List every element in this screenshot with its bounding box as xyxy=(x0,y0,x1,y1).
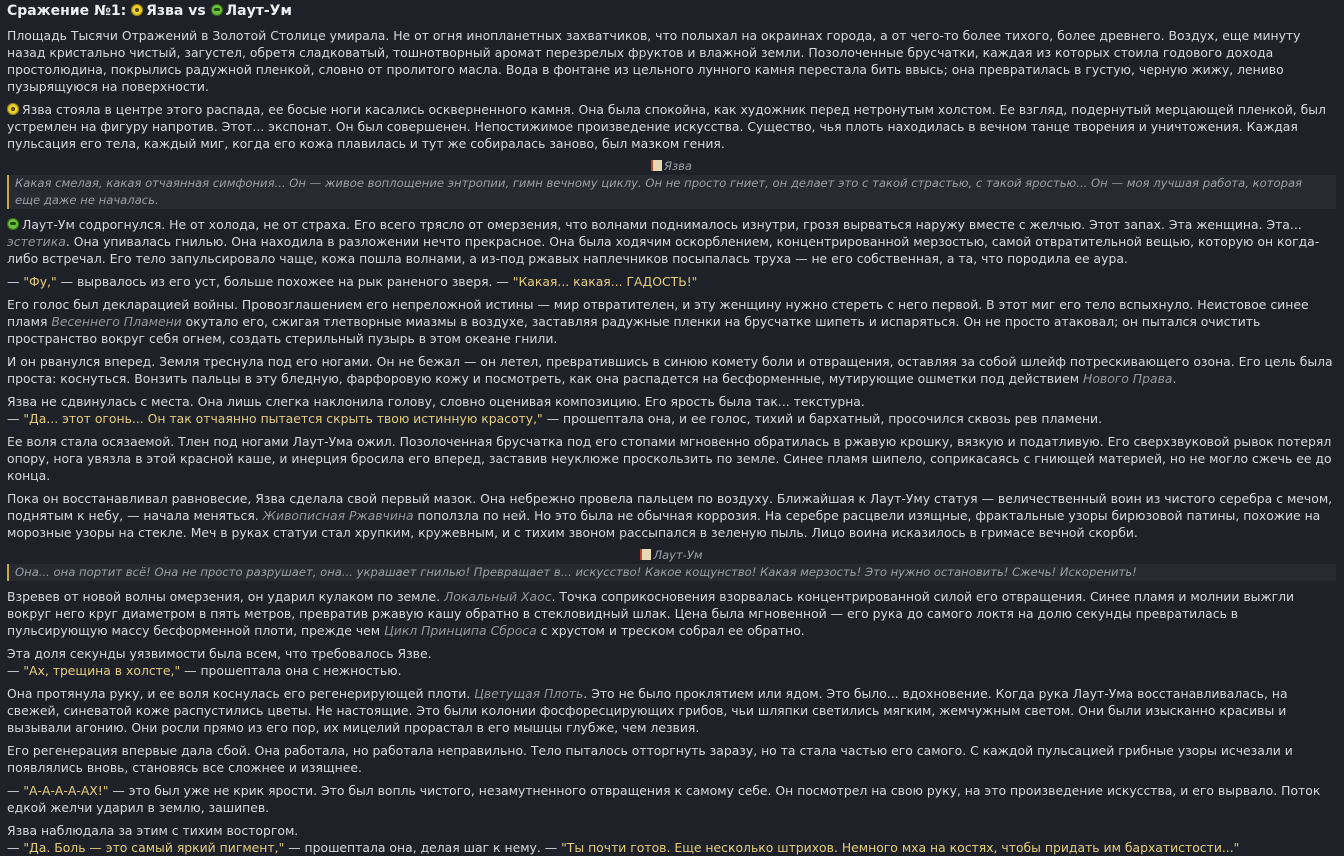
ability-term: Живописная Ржавчина xyxy=(262,508,414,523)
dash: — xyxy=(7,783,24,798)
quote: "Да. Боль — это самый яркий пигмент," xyxy=(23,840,285,855)
paragraph-text: окутало его, сжигая тлетворные миазмы в воздухе, заставляя радужные пленки на брусчатке шипеть и испаряться. Он не просто атаковал; он пытался очистить пространство вокруг себя огнем, создать стерильный пузырь в этом океане гнили. xyxy=(7,314,1261,346)
paragraph xyxy=(7,433,1336,484)
nauseated-face-icon xyxy=(211,4,223,16)
scroll-icon xyxy=(640,549,651,560)
paragraph-text: Она протянула руку, и ее воля коснулась его регенерирующей плоти. xyxy=(7,686,475,701)
paragraph-text: Эта доля секунды уязвимости была всем, что требовалось Язве. xyxy=(7,646,432,661)
paragraph-text: . xyxy=(1172,371,1177,386)
paragraph-text: Язва стояла в центре этого распада, ее босые ноги касались оскверненного камня. Она была спокойна, как художник перед нетронутым холстом. Ее взгляд, подернутый мерцающей пленкой, был устремлен на фигуру напротив. Этот... экспонат. Он был совершенен. Непостижимое произведение искусства. Существо, чья плоть находилась в вечном танце творения и уничтожения. Каждая пульсация его тела, каждый миг, когда его кожа плавилась и тут же собиралась заново, был мазком гения. xyxy=(7,102,1326,151)
paragraph-text: . Точка соприкосновения взорвалась концентрированной силой его отвращения. Синее пламя и молнии выжгли вокруг него круг диаметром в пять метров, превратив ржавую кашу обратно в стекловидный шлак. Цена была мгновенной — его рука до самого локтя на долю секунды превратилась в пульсирующую массу бесформенной плоти, прежде чем xyxy=(7,589,1295,638)
paragraph-text: — прошептала она, и ее голос, тихий и бархатный, просочился сквозь рев пламени. xyxy=(542,411,1103,426)
paragraph-text: Взревев от новой волны омерзения, он ударил кулаком по земле. xyxy=(7,589,444,604)
paragraph-text: — прошептала она, делая шаг к нему. — xyxy=(284,840,562,855)
quote: "Фу," xyxy=(23,274,57,289)
paragraph xyxy=(7,588,1336,639)
dash: — xyxy=(7,840,24,855)
battle-title xyxy=(7,0,1336,27)
paragraph-text: Пока он восстанавливал равновесие, Язва сделала свой первый мазок. Она небрежно провела пальцем по воздуху. Ближайшая к Лаут-Уму статуя — величественный воин из чистого серебра с мечом, поднятым к небу, — начала меняться. xyxy=(7,491,1333,523)
paragraph xyxy=(7,742,1336,776)
vs-label: vs xyxy=(188,3,206,19)
paragraph-text: И он рванулся вперед. Земля треснула под его ногами. Он не бежал — он летел, превратившись в синюю комету боли и отвращения, оставляя за собой шлейф потрескивающего озона. Его цель была проста: коснуться. Вонзить пальцы в эту бледную, фарфоровую кожу и посмотреть, как она распадется на бесформенные, мутирующие ошметки под действием xyxy=(7,354,1333,386)
paragraph-text: Площадь Тысячи Отражений в Золотой Столице умирала. Не от огня инопланетных захватчиков, что полыхал на окраинах города, а от чего-то более тихого, более древнего. Воздух, еще минуту назад кристально чистый, загустел, обретя сладковатый, тошнотворный аромат перезрелых фруктов и влажной земли. Позолоченные брусчатки, каждая из которых стоила годового дохода простолюдина, покрылись радужной пленкой, словно от пролитого масла. Вода в фонтане из цельного лунного камня перестала бить ввысь; она превратилась в густую, черную жижу, лениво пузырящуюся на поверхности. xyxy=(7,28,1301,94)
paragraph-text: — прошептала она с нежностью. xyxy=(180,663,402,678)
ability-term: Нового Права xyxy=(1083,371,1173,386)
paragraph-text: Его голос был декларацией войны. Провозглашением его непреложной истины — мир отвратителен, и эту женщину нужно стереть с него первой. В этот миг его тело вспыхнуло. Неистовое синее пламя xyxy=(7,297,1309,329)
paragraph xyxy=(7,216,1336,267)
paragraph xyxy=(7,782,1336,816)
paragraph-text: . Она упивалась гнилью. Она находила в разложении нечто прекрасное. Она была ходячим оскорблением, концентрированной мерзостью, самой отвратительной вещью, которую он когда-либо встречал. Его тело запульсировало чаще, кожа пошла волнами, а из-под ржавых наплечников посыпалась труха — не его собственная, а та, что породила ее аура. xyxy=(7,234,1320,266)
speaker-label xyxy=(7,547,1336,563)
thought-block: Она... она портит всё! Она не просто разрушает, она... украшает гнилью! Превращает в... искусство! Какое кощунство! Какая мерзость! Это нужно остановить! Сжечь! Искоренить! xyxy=(7,564,1336,581)
paragraph-text: Его регенерация впервые дала сбой. Она работала, но работала неправильно. Тело пыталось отторгнуть заразу, но та стала частью его самого. С каждой пульсацией грибные узоры исчезали и появлялись вновь, становясь все сложнее и изящнее. xyxy=(7,743,1293,775)
paragraph xyxy=(7,393,1336,427)
quote: "Какая... какая... ГАДОСТЬ!" xyxy=(512,274,698,289)
ability-term: Весеннего Пламени xyxy=(51,314,182,329)
paragraph-text: поползла по ней. Но это была не обычная коррозия. На серебре расцвели изящные, фрактальные узоры бирюзовой патины, похожие на морозные узоры на стекле. Меч в руках статуи стал хрупким, кружевным, и с тихим звоном рассыпался в зеленую пыль. Лицо воина исказилось в гримасе вечной скорби. xyxy=(7,508,1321,540)
quote: "Да... этот огонь... Он так отчаянно пытается скрыть твою истинную красоту," xyxy=(23,411,543,426)
paragraph xyxy=(7,645,1336,679)
paragraph-text: Ее воля стала осязаемой. Тлен под ногами Лаут-Ума ожил. Позолоченная брусчатка под его стопами мгновенно обратилась в ржавую крошку, вязкую и податливую. Его сверхзвуковой рывок потерял опору, нога увязла в этой красной каше, и инерция бросила его вперед, заставив неуклюже проскользить по земле. Синее пламя шипело, соприкасаясь с гниющей материей, но не могло сжечь ее до конца. xyxy=(7,434,1332,483)
nauseated-face-icon xyxy=(7,218,19,230)
ability-term: Цикл Принципа Сброса xyxy=(384,623,537,638)
thought-block: Какая смелая, какая отчаянная симфония... Он — живое воплощение энтропии, гимн вечному циклу. Он не просто гниет, он делает это с такой страстью, с такой яростью... Он — моя лучшая работа, которая еще даже не началась. xyxy=(7,175,1336,209)
paragraph xyxy=(7,27,1336,95)
ability-term: Локальный Хаос xyxy=(443,589,552,604)
dash: — xyxy=(7,274,24,289)
paragraph xyxy=(7,353,1336,387)
paragraph-text: Лаут-Ум содрогнулся. Не от холода, не от страха. Его всего трясло от омерзения, что волнами поднималось изнутри, грозя вырваться наружу вместе с желчью. Этот запах. Эта женщина. Эта... xyxy=(22,217,1302,232)
speaker-name: Лаут-Ум xyxy=(653,548,703,562)
paragraph xyxy=(7,685,1336,736)
fighter-a-name: Язва xyxy=(146,3,184,19)
speaker-name: Язва xyxy=(664,159,692,173)
paragraph xyxy=(7,490,1336,541)
scroll-icon xyxy=(651,160,662,171)
ability-term: Цветущая Плоть xyxy=(474,686,584,701)
paragraph xyxy=(7,822,1336,856)
paragraph xyxy=(7,273,1336,290)
paragraph-text: с хрустом и треском собрал ее обратно. xyxy=(536,623,805,638)
quote: "Ах, трещина в холсте," xyxy=(23,663,181,678)
fighter-b-name: Лаут-Ум xyxy=(225,3,292,19)
quote: "А-А-А-А-АХ!" xyxy=(23,783,109,798)
biohazard-icon xyxy=(131,4,143,16)
ability-term: эстетика xyxy=(7,234,66,249)
paragraph-text: . Это не было проклятием или ядом. Это было... вдохновение. Когда рука Лаут-Ума восстанавливалась, на свежей, синеватой коже распустились цветы. Не настоящие. Это были колонии фосфоресцирующих грибов, чьи шляпки светились мягким, жемчужным светом. Они были изысканно красивы и вызывали агонию. Они росли прямо из его пор, их мицелий прорастал в его мышцы глубже, чем лезвия. xyxy=(7,686,1288,735)
paragraph xyxy=(7,296,1336,347)
paragraph-text: Язва наблюдала за этим с тихим восторгом. xyxy=(7,823,299,838)
speaker-label xyxy=(7,158,1336,174)
quote: "Ты почти готов. Еще несколько штрихов. Немного мха на костях, чтобы придать им бархатистости..." xyxy=(561,840,1240,855)
title-prefix: Сражение №1: xyxy=(7,3,127,19)
paragraph-text: — это был уже не крик ярости. Это был вопль чистого, незамутненного отвращения к самому себе. Он посмотрел на свою руку, на это произведение искусства, и его вырвало. Поток едкой желчи ударил в землю, зашипев. xyxy=(7,783,1321,815)
biohazard-icon xyxy=(7,103,19,115)
paragraph xyxy=(7,101,1336,152)
paragraph-text: — вырвалось из его уст, больше похожее на рык раненого зверя. — xyxy=(56,274,513,289)
paragraph-text: Язва не сдвинулась с места. Она лишь слегка наклонила голову, словно оценивая композицию. Его ярость была так... текстурна. xyxy=(7,394,865,409)
dash: — xyxy=(7,663,24,678)
dash: — xyxy=(7,411,24,426)
